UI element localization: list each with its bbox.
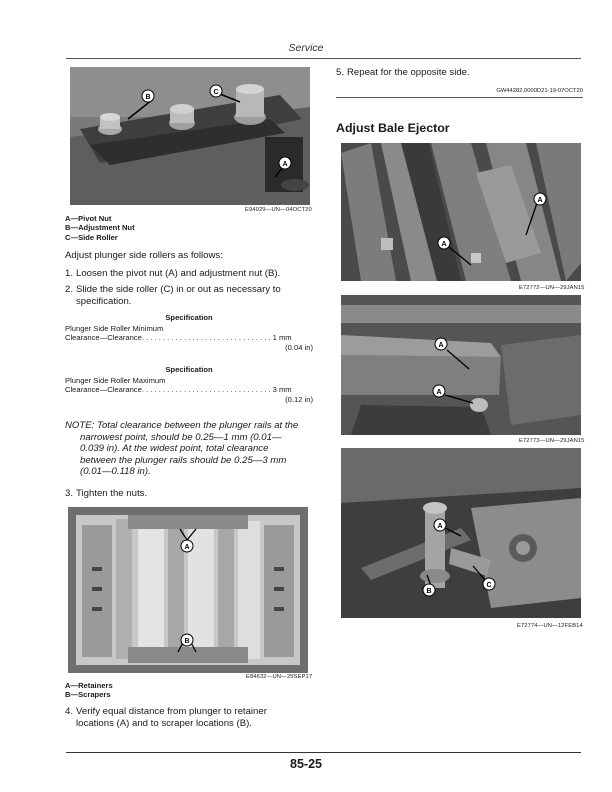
spec1-label: Clearance—Clearance. . . . . . . . . . . . . . . . . . . . . . . . . . . . . . . 1 mm <box>65 333 292 343</box>
step-3-number: 3. <box>65 488 74 499</box>
plunger-photo-illustration <box>68 507 308 673</box>
callout-scrapers: B—Scrapers <box>65 690 111 700</box>
callout-badge-a: A <box>436 389 442 396</box>
figure-ejector-rails-photo <box>341 143 581 281</box>
section-rule <box>336 97 583 98</box>
page-number: 85-25 <box>290 757 322 771</box>
reference-code: GW44282,0000D21-19-07OCT20 <box>496 88 583 94</box>
callout-retainers: A—Retainers <box>65 681 113 690</box>
step-1-number: 1. <box>65 268 74 279</box>
step-2-text-line1: Slide the side roller (C) in or out as necessary to <box>76 284 281 295</box>
step-2-number: 2. <box>65 284 74 295</box>
step-4-text-line2: locations (A) and to scraper locations (B). <box>76 717 252 729</box>
figure2-callouts <box>65 681 113 700</box>
callout-badge-a: A <box>441 241 447 248</box>
spec1-alt: (0.04 in) <box>285 342 313 352</box>
figure5-code: E72774—UN—12FEB14 <box>517 623 583 629</box>
step-3-text: Tighten the nuts. <box>76 488 148 499</box>
step-4-number: 4. <box>65 706 74 717</box>
spec1-name: Plunger Side Roller Minimum <box>65 324 164 333</box>
callout-badge-c: C <box>486 582 492 589</box>
figure2-code: E84632—UN—25SEP17 <box>246 674 313 680</box>
figure-ejector-adjuster-photo <box>341 448 581 618</box>
note-line-5: (0.01—0.118 in). <box>80 466 151 478</box>
figure1-code: E94929—UN—04OCT20 <box>245 207 312 213</box>
callout-badge-a: A <box>184 544 190 551</box>
intro-text: Adjust plunger side rollers as follows: <box>65 250 223 261</box>
step-5-number: 5. <box>336 67 345 78</box>
side-roller-photo-illustration <box>70 67 310 205</box>
ejector-rails-illustration <box>341 143 581 281</box>
spec2-name: Plunger Side Roller Maximum <box>65 376 166 385</box>
figure1-callouts <box>65 214 135 242</box>
spec2-label: Clearance—Clearance. . . . . . . . . . . . . . . . . . . . . . . . . . . . . . . 3 mm <box>65 385 292 395</box>
figure3-code: E72772—UN—29JAN15 <box>519 285 585 291</box>
figure-side-roller-photo <box>70 67 310 205</box>
step-1-text: Loosen the pivot nut (A) and adjustment nut (B). <box>76 268 281 279</box>
section-title: Adjust Bale Ejector <box>336 121 450 135</box>
step-5-text: Repeat for the opposite side. <box>347 67 470 78</box>
callout-badge-a: A <box>438 342 444 349</box>
figure-plunger-photo <box>68 507 308 673</box>
figure-ejector-detail-photo <box>341 295 581 435</box>
callout-badge-b: B <box>184 638 190 645</box>
figure4-code: E72773—UN—29JAN15 <box>519 438 585 444</box>
spec1-title: Specification <box>165 313 213 322</box>
callout-badge-b: B <box>145 94 151 101</box>
spec1-block <box>65 324 313 354</box>
callout-badge-a: A <box>437 523 443 530</box>
callout-badge-b: B <box>426 588 432 595</box>
spec2-title: Specification <box>165 365 213 374</box>
running-header: Service <box>288 42 324 54</box>
note-line-2: narrowest point, should be 0.25—1 mm (0.01— <box>80 431 282 443</box>
note-line-3: 0.039 in). At the widest point, total clearance <box>80 443 269 455</box>
footer-rule <box>66 752 581 753</box>
spec2-block <box>65 376 313 406</box>
clearance-note <box>65 420 317 478</box>
spec2-alt: (0.12 in) <box>285 394 313 404</box>
note-line-1: NOTE: Total clearance between the plunger rails at the <box>65 420 299 431</box>
callout-adjustment-nut: B—Adjustment Nut <box>65 223 135 233</box>
step-2-text-line2: specification. <box>76 295 132 307</box>
callout-side-roller: C—Side Roller <box>65 232 118 242</box>
callout-badge-c: C <box>213 89 219 96</box>
header-rule <box>66 58 581 59</box>
step-4-text-line1: Verify equal distance from plunger to retainer <box>76 706 267 717</box>
note-line-4: between the plunger rails should be 0.25—3 mm <box>80 454 287 466</box>
callout-badge-a: A <box>537 197 543 204</box>
ejector-adjuster-illustration <box>341 448 581 618</box>
ejector-detail-illustration <box>341 295 581 435</box>
callout-badge-a: A <box>282 161 288 168</box>
callout-pivot-nut: A—Pivot Nut <box>65 214 112 223</box>
